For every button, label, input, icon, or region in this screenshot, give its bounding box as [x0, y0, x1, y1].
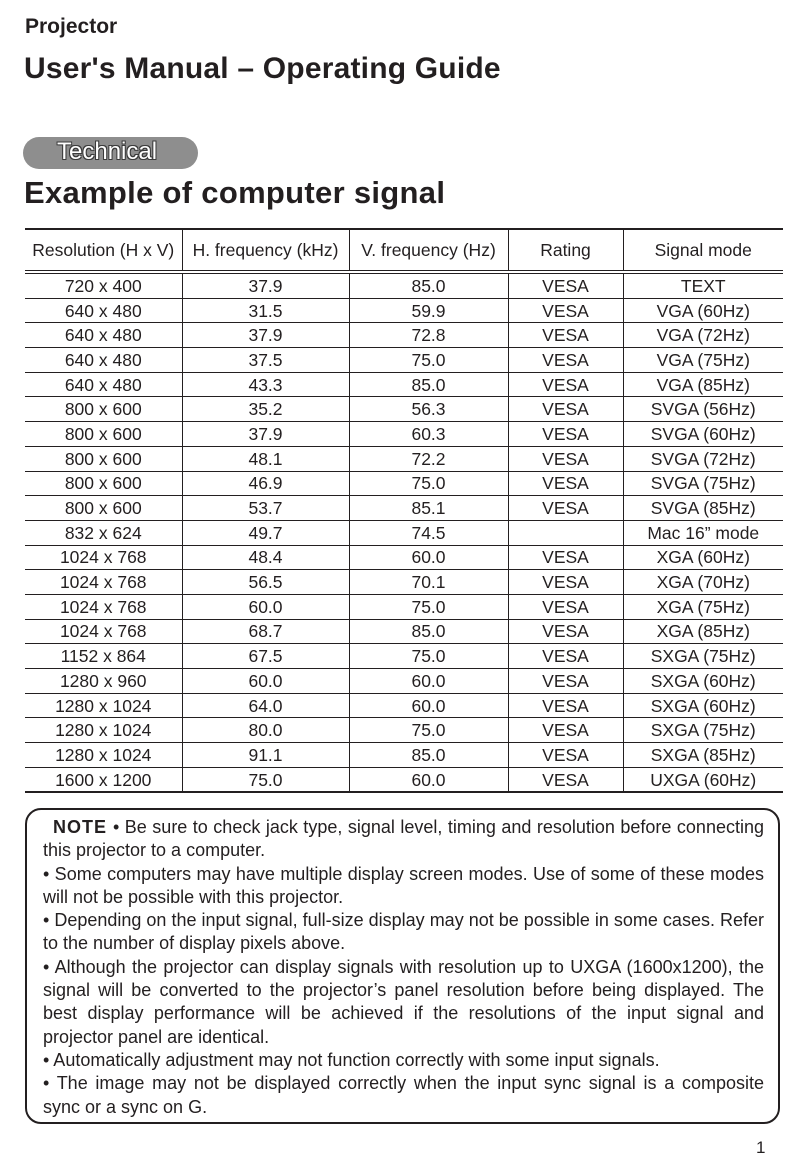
cell-h-frequency: 53.7: [182, 496, 349, 521]
signal-table: [25, 228, 783, 793]
table-row: [25, 545, 783, 570]
cell-h-frequency: 46.9: [182, 471, 349, 496]
cell-signal-mode: XGA (85Hz): [623, 619, 783, 644]
table-row: [25, 348, 783, 373]
cell-signal-mode: SXGA (75Hz): [623, 644, 783, 669]
table-row: [25, 272, 783, 298]
cell-resolution: 800 x 600: [25, 446, 182, 471]
cell-h-frequency: 35.2: [182, 397, 349, 422]
cell-rating: VESA: [508, 348, 623, 373]
cell-resolution: 640 x 480: [25, 348, 182, 373]
table-row: [25, 594, 783, 619]
cell-rating: VESA: [508, 570, 623, 595]
cell-rating: VESA: [508, 397, 623, 422]
table-row: [25, 520, 783, 545]
cell-h-frequency: 75.0: [182, 767, 349, 792]
cell-signal-mode: UXGA (60Hz): [623, 767, 783, 792]
cell-resolution: 640 x 480: [25, 323, 182, 348]
section-title: Example of computer signal: [24, 175, 446, 210]
cell-h-frequency: 60.0: [182, 594, 349, 619]
cell-h-frequency: 48.1: [182, 446, 349, 471]
cell-v-frequency: 59.9: [349, 298, 508, 323]
cell-h-frequency: 91.1: [182, 743, 349, 768]
note-item: [43, 816, 764, 863]
cell-signal-mode: SVGA (56Hz): [623, 397, 783, 422]
cell-rating: VESA: [508, 471, 623, 496]
cell-signal-mode: SXGA (85Hz): [623, 743, 783, 768]
table-row: [25, 298, 783, 323]
table-row: [25, 570, 783, 595]
cell-signal-mode: XGA (60Hz): [623, 545, 783, 570]
cell-resolution: 1024 x 768: [25, 594, 182, 619]
cell-rating: VESA: [508, 767, 623, 792]
cell-resolution: 800 x 600: [25, 496, 182, 521]
column-header-h-frequency: H. frequency (kHz): [182, 229, 349, 272]
cell-rating: VESA: [508, 496, 623, 521]
cell-v-frequency: 85.0: [349, 619, 508, 644]
table-header-row: [25, 229, 783, 272]
cell-h-frequency: 68.7: [182, 619, 349, 644]
table-row: [25, 767, 783, 792]
cell-rating: VESA: [508, 619, 623, 644]
cell-v-frequency: 85.0: [349, 372, 508, 397]
cell-v-frequency: 74.5: [349, 520, 508, 545]
cell-h-frequency: 80.0: [182, 718, 349, 743]
cell-rating: VESA: [508, 743, 623, 768]
cell-resolution: 1024 x 768: [25, 545, 182, 570]
cell-v-frequency: 85.0: [349, 743, 508, 768]
cell-v-frequency: 75.0: [349, 348, 508, 373]
cell-h-frequency: 56.5: [182, 570, 349, 595]
cell-h-frequency: 37.9: [182, 272, 349, 298]
note-box: [25, 808, 780, 1124]
note-item: • Automatically adjustment may not function correctly with some input signals.: [43, 1049, 660, 1070]
cell-resolution: 1280 x 1024: [25, 693, 182, 718]
cell-resolution: 1600 x 1200: [25, 767, 182, 792]
cell-signal-mode: SVGA (60Hz): [623, 422, 783, 447]
cell-v-frequency: 60.0: [349, 545, 508, 570]
section-tag-label: Technical: [57, 138, 158, 165]
manual-title: User's Manual – Operating Guide: [24, 52, 501, 85]
cell-h-frequency: 43.3: [182, 372, 349, 397]
cell-signal-mode: SXGA (75Hz): [623, 718, 783, 743]
cell-resolution: 800 x 600: [25, 471, 182, 496]
cell-signal-mode: VGA (72Hz): [623, 323, 783, 348]
cell-signal-mode: SVGA (72Hz): [623, 446, 783, 471]
column-header-resolution: Resolution (H x V): [25, 229, 182, 272]
table-row: [25, 372, 783, 397]
table-row: [25, 422, 783, 447]
cell-v-frequency: 85.1: [349, 496, 508, 521]
cell-signal-mode: XGA (70Hz): [623, 570, 783, 595]
cell-resolution: 1280 x 960: [25, 669, 182, 694]
cell-rating: VESA: [508, 594, 623, 619]
cell-v-frequency: 75.0: [349, 644, 508, 669]
cell-rating: VESA: [508, 323, 623, 348]
cell-signal-mode: VGA (60Hz): [623, 298, 783, 323]
cell-rating: VESA: [508, 545, 623, 570]
cell-signal-mode: VGA (85Hz): [623, 372, 783, 397]
cell-v-frequency: 85.0: [349, 272, 508, 298]
cell-rating: VESA: [508, 669, 623, 694]
page-number: 1: [756, 1138, 766, 1157]
cell-rating: VESA: [508, 446, 623, 471]
cell-h-frequency: 48.4: [182, 545, 349, 570]
cell-signal-mode: Mac 16” mode: [623, 520, 783, 545]
cell-rating: VESA: [508, 298, 623, 323]
cell-resolution: 1024 x 768: [25, 619, 182, 644]
table-row: [25, 446, 783, 471]
cell-h-frequency: 37.9: [182, 422, 349, 447]
cell-signal-mode: TEXT: [623, 272, 783, 298]
cell-rating: VESA: [508, 422, 623, 447]
cell-rating: VESA: [508, 372, 623, 397]
cell-v-frequency: 72.8: [349, 323, 508, 348]
table-row: [25, 471, 783, 496]
cell-v-frequency: 56.3: [349, 397, 508, 422]
cell-resolution: 800 x 600: [25, 397, 182, 422]
cell-v-frequency: 60.0: [349, 693, 508, 718]
cell-rating: [508, 520, 623, 545]
cell-h-frequency: 37.5: [182, 348, 349, 373]
cell-v-frequency: 60.0: [349, 767, 508, 792]
note-label: NOTE: [53, 817, 108, 837]
cell-resolution: 832 x 624: [25, 520, 182, 545]
cell-h-frequency: 67.5: [182, 644, 349, 669]
cell-h-frequency: 49.7: [182, 520, 349, 545]
note-item: • The image may not be displayed correctly when the input sync signal is a composite sync or a sync on G.: [43, 1073, 764, 1117]
cell-v-frequency: 60.3: [349, 422, 508, 447]
cell-v-frequency: 72.2: [349, 446, 508, 471]
cell-v-frequency: 75.0: [349, 594, 508, 619]
cell-resolution: 720 x 400: [25, 272, 182, 298]
cell-signal-mode: SXGA (60Hz): [623, 693, 783, 718]
cell-h-frequency: 31.5: [182, 298, 349, 323]
cell-resolution: 640 x 480: [25, 298, 182, 323]
cell-resolution: 1152 x 864: [25, 644, 182, 669]
brand-label: Projector: [25, 15, 118, 38]
table-row: [25, 397, 783, 422]
cell-signal-mode: VGA (75Hz): [623, 348, 783, 373]
cell-v-frequency: 75.0: [349, 718, 508, 743]
table-row: [25, 496, 783, 521]
table-row: [25, 718, 783, 743]
cell-rating: VESA: [508, 693, 623, 718]
cell-signal-mode: SXGA (60Hz): [623, 669, 783, 694]
cell-v-frequency: 75.0: [349, 471, 508, 496]
cell-resolution: 1024 x 768: [25, 570, 182, 595]
cell-rating: VESA: [508, 272, 623, 298]
column-header-signal-mode: Signal mode: [623, 229, 783, 272]
column-header-rating: Rating: [508, 229, 623, 272]
cell-resolution: 800 x 600: [25, 422, 182, 447]
section-tag: [23, 137, 198, 169]
cell-rating: VESA: [508, 718, 623, 743]
cell-signal-mode: SVGA (85Hz): [623, 496, 783, 521]
cell-v-frequency: 70.1: [349, 570, 508, 595]
table-row: [25, 743, 783, 768]
cell-h-frequency: 37.9: [182, 323, 349, 348]
note-item: • Some computers may have multiple display screen modes. Use of some of these modes will not be possible with this projector.: [43, 863, 764, 907]
cell-resolution: 1280 x 1024: [25, 718, 182, 743]
column-header-v-frequency: V. frequency (Hz): [349, 229, 508, 272]
cell-signal-mode: SVGA (75Hz): [623, 471, 783, 496]
note-item: • Depending on the input signal, full-size display may not be possible in some cases. Refer to the number of display pixels above.: [43, 910, 764, 954]
cell-v-frequency: 60.0: [349, 669, 508, 694]
table-row: [25, 644, 783, 669]
cell-h-frequency: 64.0: [182, 693, 349, 718]
table-row: [25, 669, 783, 694]
cell-h-frequency: 60.0: [182, 669, 349, 694]
cell-signal-mode: XGA (75Hz): [623, 594, 783, 619]
note-item-text: • Be sure to check jack type, signal level, timing and resolution before connecting this projector to a computer.: [43, 817, 764, 861]
note-item: • Although the projector can display signals with resolution up to UXGA (1600x1200), the signal will be converted to the projector’s panel resolution before being displayed. The best display performance will be achieved if the resolutions of the input signal and projector panel are identical.: [43, 956, 764, 1047]
table-row: [25, 693, 783, 718]
table-row: [25, 619, 783, 644]
table-row: [25, 323, 783, 348]
cell-resolution: 640 x 480: [25, 372, 182, 397]
cell-resolution: 1280 x 1024: [25, 743, 182, 768]
cell-rating: VESA: [508, 644, 623, 669]
